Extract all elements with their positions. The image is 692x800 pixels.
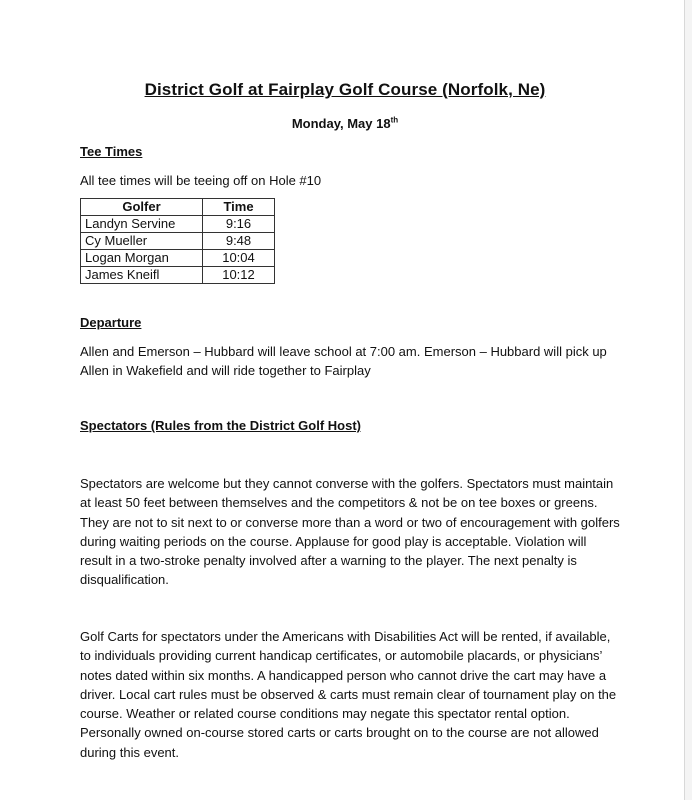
spectators-paragraph-1: Spectators are welcome but they cannot converse with the golfers. Spectators must maintain at least 50 feet between themselves and the competitors & not be on tee boxes or greens. They are not to sit next to or converse more than a word or two of encouragement with golfers during waiting periods on the course. Applause for good play is acceptable. Violation will result in a two-stroke penalty involved after a warning to the player. The next penalty is disqualification. bbox=[80, 476, 620, 588]
table-row bbox=[81, 250, 275, 267]
column-header-time: Time bbox=[203, 199, 275, 216]
spectators-paragraph-2: Golf Carts for spectators under the Americans with Disabilities Act will be rented, if available, to individuals providing current handicap certificates, or automobile placards, or physicians’ notes dated within six months. A handicapped person who cannot drive the cart may have a driver. Local cart rules must be observed & carts must remain clear of tournament play on the course. Weather or related course conditions may negate this spectator rental option. Personally owned on-course stored carts or carts brought on to the course are not allowed during this event. bbox=[80, 629, 617, 760]
table-row bbox=[81, 216, 275, 233]
table-row bbox=[81, 267, 275, 284]
tee-times-intro: All tee times will be teeing off on Hole #10 bbox=[80, 173, 322, 188]
golfer-cell: Logan Morgan bbox=[81, 250, 203, 267]
departure-text: Allen and Emerson – Hubbard will leave school at 7:00 am. Emerson – Hubbard will pick up Allen in Wakefield and will ride together to Fairplay bbox=[80, 344, 607, 379]
time-cell: 10:04 bbox=[203, 250, 275, 267]
departure-heading: Departure bbox=[80, 315, 142, 330]
document-title: District Golf at Fairplay Golf Course (Norfolk, Ne) bbox=[144, 80, 546, 99]
event-date-suffix: th bbox=[390, 115, 399, 125]
tee-times-heading: Tee Times bbox=[80, 144, 143, 159]
golfer-cell: Landyn Servine bbox=[81, 216, 203, 233]
event-date-text: Monday, May 18 bbox=[291, 116, 391, 131]
golfer-cell: Cy Mueller bbox=[81, 233, 203, 250]
tee-times-table bbox=[80, 198, 275, 284]
table-header-row bbox=[81, 199, 275, 216]
table-row bbox=[81, 233, 275, 250]
column-header-golfer: Golfer bbox=[81, 199, 203, 216]
time-cell: 10:12 bbox=[203, 267, 275, 284]
event-date bbox=[0, 116, 690, 131]
golfer-cell: James Kneifl bbox=[81, 267, 203, 284]
time-cell: 9:48 bbox=[203, 233, 275, 250]
time-cell: 9:16 bbox=[203, 216, 275, 233]
spectators-heading: Spectators (Rules from the District Golf Host) bbox=[80, 418, 361, 433]
